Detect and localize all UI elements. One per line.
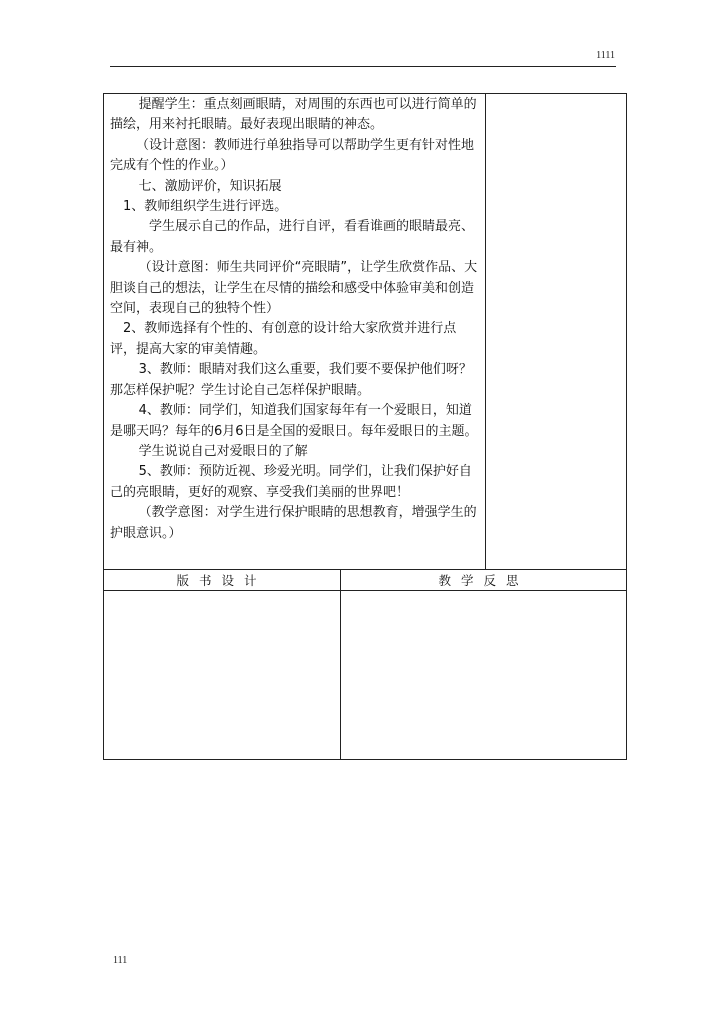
paragraph-student-show: 学生展示自己的作品，进行自评，看看谁画的眼睛最亮、最有神。: [110, 219, 475, 255]
footer-page-mark: 111: [113, 955, 128, 966]
lesson-content: [110, 95, 480, 544]
step-5: 5、教师：预防近视、珍爱光明。同学们，让我们保护好自己的亮眼睛，更好的观察、享受我们美丽的世界吧！: [110, 464, 472, 500]
section-divider: [103, 569, 627, 570]
header-rule: [110, 66, 616, 67]
step-4: 4、教师：同学们，知道我们国家每年有一个爱眼日，知道是哪天吗？每年的6月6日是全国的爱眼日。每年爱眼日的主题。: [110, 403, 478, 439]
paragraph-design-intent-2: （设计意图：师生共同评价“亮眼睛”，让学生欣赏作品、大胆谈自己的想法，让学生在尽情的描绘和感受中体验审美和创造空间，表现自己的独特个性）: [110, 260, 478, 317]
paragraph-teaching-intent: （教学意图：对学生进行保护眼睛的思想教育，增强学生的护眼意识。）: [110, 505, 477, 541]
step-2: 2、教师选择有个性的、有创意的设计给大家欣赏并进行点评，提高大家的审美情趣。: [110, 321, 457, 357]
section-heading-7: 七、激励评价，知识拓展: [138, 178, 282, 194]
paragraph-reminder: 提醒学生：重点刻画眼睛，对周围的东西也可以进行简单的描绘，用来衬托眼睛。最好表现出眼睛的神态。: [110, 97, 477, 133]
paragraph-eye-day: 学生说说自己对爱眼日的了解: [138, 443, 308, 459]
paragraph-design-intent-1: （设计意图：教师进行单独指导可以帮助学生更有针对性地完成有个性的作业。）: [110, 137, 475, 174]
board-design-cell: [104, 591, 339, 759]
step-3: 3、教师：眼睛对我们这么重要，我们要不要保护他们呀？那怎样保护呢？学生讨论自己怎样保护眼睛。: [110, 362, 472, 398]
board-design-title: 版书设计: [176, 573, 267, 588]
step-1: 1、教师组织学生进行评选。: [123, 199, 288, 215]
notes-column-divider: [485, 93, 486, 570]
header-page-mark: 1111: [596, 50, 615, 61]
teaching-reflection-title: 教学反思: [438, 573, 529, 588]
teaching-reflection-cell: [341, 591, 626, 759]
